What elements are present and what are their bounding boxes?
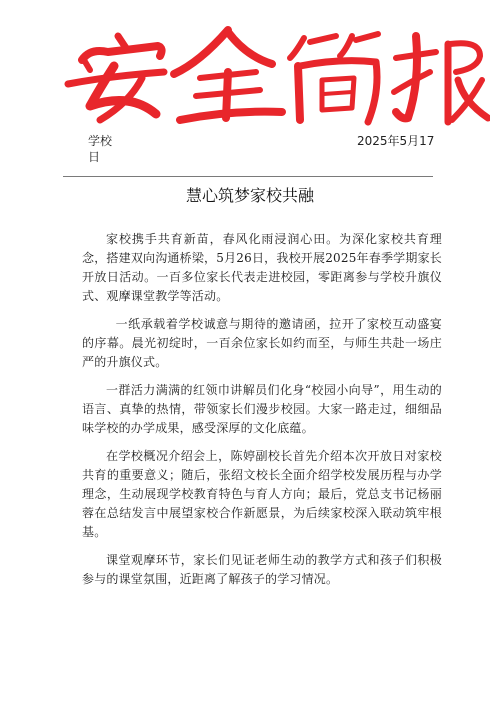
article-headline: 慧心筑梦家校共融 xyxy=(185,186,314,205)
article-body xyxy=(82,230,442,598)
article-paragraph-2: 一纸承载着学校诚意与期待的邀请函，拉开了家校互动盛宴的序幕。晨光初绽时，一百余位家长如约而至，与师生共赴一场庄严的升旗仪式。 xyxy=(82,317,442,369)
issue-date: 2025年5月17 xyxy=(357,134,435,148)
header-divider xyxy=(63,176,433,177)
masthead-logo xyxy=(60,22,490,132)
masthead-calligraphy xyxy=(60,22,490,132)
source-text: 学校 xyxy=(88,134,113,148)
article-paragraph-4: 在学校概况介绍会上，陈婷副校长首先介绍本次开放日对家校共育的重要意义；随后，张绍文校长全面介绍学校发展历程与办学理念，生动展现学校教育特色与育人方向；最后，党总支书记杨丽蓉在总结发言中展望家校合作新愿景，为后续家校深入联动筑牢根基。 xyxy=(82,449,442,539)
calligraphy-char-quan xyxy=(174,30,282,120)
calligraphy-char-bao xyxy=(394,36,488,122)
calligraphy-char-jian xyxy=(290,34,378,122)
article-paragraph-1: 家校携手共育新苗，春风化雨浸润心田。为深化家校共育理念，搭建双向沟通桥梁，5月26日，我校开展2025年春季学期家长开放日活动。一百多位家长代表走进校园，零距离参与学校升旗仪式、观摩课堂教学等活动。 xyxy=(82,232,442,303)
date-tail: 日 xyxy=(88,150,101,164)
source-label xyxy=(88,133,118,165)
calligraphy-char-an xyxy=(68,36,164,120)
article-paragraph-5: 课堂观摩环节，家长们见证老师生动的教学方式和孩子们积极参与的课堂氛围，近距离了解孩子的学习情况。 xyxy=(82,553,442,586)
article-paragraph-3: 一群活力满满的红领巾讲解员们化身“校园小向导”，用生动的语言、真挚的热情，带领家长们漫步校园。大家一路走过，细细品味学校的办学成果，感受深厚的文化底蕴。 xyxy=(82,383,442,435)
